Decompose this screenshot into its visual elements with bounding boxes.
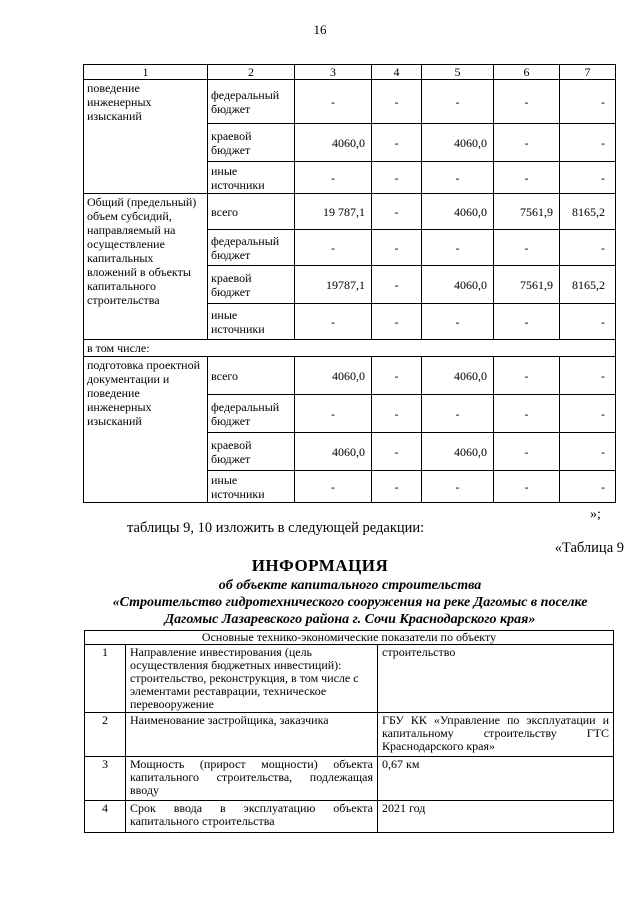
value-cell: -	[295, 230, 372, 266]
value-cell: 19 787,1	[295, 194, 372, 230]
header-cell: 7	[560, 65, 616, 80]
value-cell: -	[494, 395, 560, 433]
value-cell: -	[494, 230, 560, 266]
value-cell: -	[560, 357, 616, 395]
value-cell: 8165,2	[560, 266, 616, 304]
value-cell: -	[560, 80, 616, 124]
value-cell: -	[494, 304, 560, 340]
value-cell: -	[560, 230, 616, 266]
closing-quote: »;	[590, 507, 601, 522]
value-cell: -	[494, 471, 560, 503]
source-cell: всего	[208, 194, 295, 230]
value-cell: 4060,0	[422, 266, 494, 304]
row-number: 1	[85, 645, 126, 713]
document-subtitle	[70, 577, 630, 628]
value-cell: -	[494, 433, 560, 471]
value-cell: -	[372, 304, 422, 340]
value-cell: -	[494, 80, 560, 124]
value-cell: -	[295, 80, 372, 124]
indicator-name: Наименование застройщика, заказчика	[126, 713, 378, 757]
subtitle-line: Дагомыс Лазаревского района г. Сочи Краснодарского края»	[164, 612, 536, 627]
table-row	[84, 340, 616, 357]
subtitle-line: «Строительство гидротехнического сооружения на реке Дагомыс в поселке	[112, 595, 588, 610]
indicator-name: Срок ввода в эксплуатацию объекта капитального строительства	[126, 801, 378, 833]
funding-table-header	[84, 65, 616, 80]
object-table-header-cell: Основные технико-экономические показатели по объекту	[85, 631, 614, 645]
table-row	[85, 645, 614, 713]
value-cell: -	[422, 395, 494, 433]
source-cell: федеральный бюджет	[208, 80, 295, 124]
object-table-header	[85, 631, 614, 645]
value-cell: -	[295, 395, 372, 433]
source-cell: федеральный бюджет	[208, 395, 295, 433]
value-cell: -	[422, 162, 494, 194]
value-cell: 8165,2	[560, 194, 616, 230]
group-label: подготовка проектной документации и поведение инженерных изысканий	[84, 357, 208, 503]
value-cell: -	[422, 471, 494, 503]
table-label: «Таблица 9	[554, 540, 624, 556]
value-cell: 4060,0	[422, 433, 494, 471]
value-cell: -	[372, 194, 422, 230]
row-number: 3	[85, 757, 126, 801]
value-cell: -	[560, 471, 616, 503]
table-row	[84, 194, 616, 230]
source-cell: краевой бюджет	[208, 433, 295, 471]
group-label: поведение инженерных изысканий	[84, 80, 208, 194]
value-cell: -	[494, 162, 560, 194]
value-cell: -	[560, 124, 616, 162]
source-cell: краевой бюджет	[208, 266, 295, 304]
value-cell: -	[560, 162, 616, 194]
indicator-value: ГБУ КК «Управление по эксплуатации и капитальному строительству ГТС Краснодарского края»	[378, 713, 614, 757]
indicator-name: Мощность (прирост мощности) объекта капитального строительства, подлежащая вводу	[126, 757, 378, 801]
value-cell: -	[372, 433, 422, 471]
header-cell: 2	[208, 65, 295, 80]
header-cell: 5	[422, 65, 494, 80]
intro-text: таблицы 9, 10 изложить в следующей редакции:	[127, 520, 425, 536]
group-label: в том числе:	[84, 340, 616, 357]
value-cell: -	[422, 304, 494, 340]
value-cell: -	[560, 433, 616, 471]
value-cell: 19787,1	[295, 266, 372, 304]
object-table	[84, 630, 614, 833]
value-cell: -	[372, 230, 422, 266]
indicator-name: Направление инвестирования (цель осуществления бюджетных инвестиций): строительство, реконструкция, в том числе с элементами реставрации, техническое перевооружение	[126, 645, 378, 713]
table-row	[84, 357, 616, 395]
indicator-value: строительство	[378, 645, 614, 713]
value-cell: 7561,9	[494, 194, 560, 230]
table-row	[85, 713, 614, 757]
value-cell: -	[295, 471, 372, 503]
value-cell: -	[372, 124, 422, 162]
value-cell: -	[494, 357, 560, 395]
value-cell: 7561,9	[494, 266, 560, 304]
value-cell: -	[560, 395, 616, 433]
value-cell: -	[372, 357, 422, 395]
value-cell: -	[372, 162, 422, 194]
header-cell: 1	[84, 65, 208, 80]
source-cell: иные источники	[208, 304, 295, 340]
header-cell: 6	[494, 65, 560, 80]
source-cell: иные источники	[208, 471, 295, 503]
value-cell: -	[372, 266, 422, 304]
row-number: 4	[85, 801, 126, 833]
funding-table	[83, 64, 616, 503]
source-cell: иные источники	[208, 162, 295, 194]
group-label: Общий (предельный) объем субсидий, направляемый на осуществление капитальных вложений в объекты капитального строительства	[84, 194, 208, 340]
page-number: 16	[313, 22, 327, 37]
value-cell: -	[372, 395, 422, 433]
value-cell: 4060,0	[295, 357, 372, 395]
table-row	[84, 80, 616, 124]
value-cell: -	[372, 80, 422, 124]
value-cell: -	[372, 471, 422, 503]
value-cell: 4060,0	[295, 124, 372, 162]
value-cell: 4060,0	[295, 433, 372, 471]
indicator-value: 0,67 км	[378, 757, 614, 801]
document-title: ИНФОРМАЦИЯ	[251, 556, 389, 575]
value-cell: -	[422, 230, 494, 266]
source-cell: федеральный бюджет	[208, 230, 295, 266]
row-number: 2	[85, 713, 126, 757]
source-cell: всего	[208, 357, 295, 395]
subtitle-line: об объекте капитального строительства	[218, 578, 482, 593]
header-cell: 3	[295, 65, 372, 80]
value-cell: 4060,0	[422, 124, 494, 162]
value-cell: -	[494, 124, 560, 162]
value-cell: -	[560, 304, 616, 340]
value-cell: 4060,0	[422, 357, 494, 395]
table-row	[85, 757, 614, 801]
value-cell: -	[422, 80, 494, 124]
header-cell: 4	[372, 65, 422, 80]
table-row	[85, 801, 614, 833]
value-cell: -	[295, 304, 372, 340]
indicator-value: 2021 год	[378, 801, 614, 833]
value-cell: 4060,0	[422, 194, 494, 230]
source-cell: краевой бюджет	[208, 124, 295, 162]
value-cell: -	[295, 162, 372, 194]
